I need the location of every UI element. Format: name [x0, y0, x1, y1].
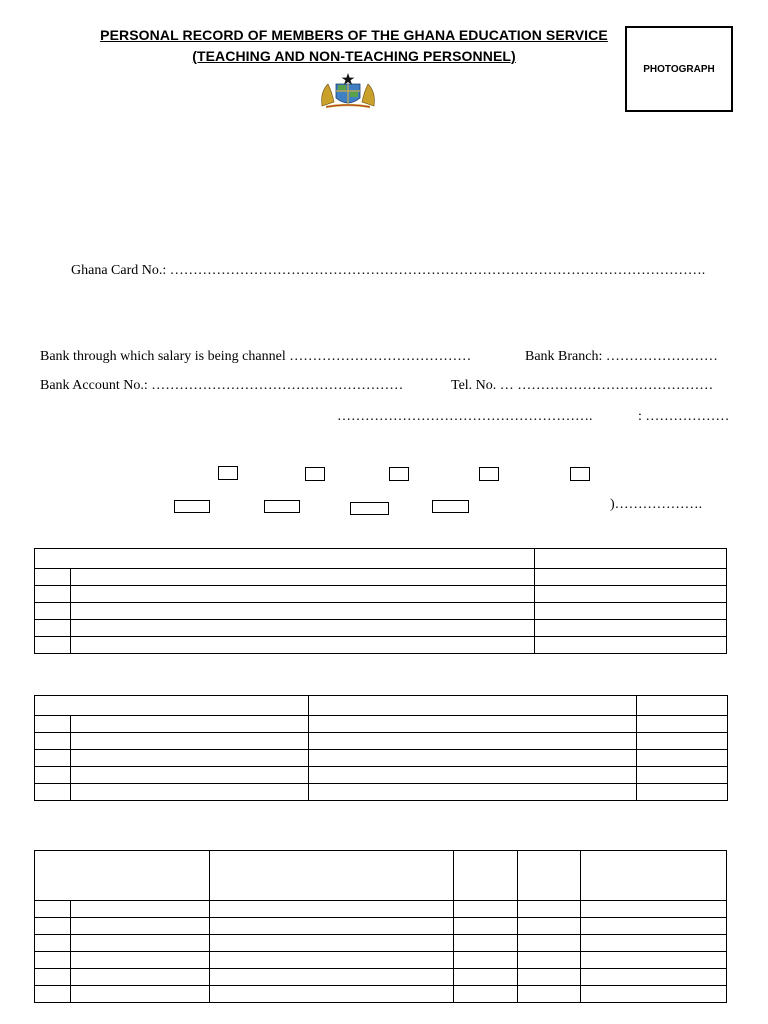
table-cell[interactable]	[454, 952, 518, 969]
table-cell[interactable]	[71, 620, 535, 637]
table-cell[interactable]	[210, 952, 454, 969]
table-row	[35, 969, 727, 986]
table-cell[interactable]	[210, 986, 454, 1003]
table-1-header-row	[35, 549, 727, 569]
ghana-card-field[interactable]: …………………………………………………………………………………………………….	[169, 263, 706, 278]
table-row	[35, 986, 727, 1003]
checkbox-5[interactable]	[570, 467, 590, 481]
table-cell[interactable]	[35, 935, 71, 952]
table-cell[interactable]	[35, 918, 71, 935]
coat-of-arms-emblem	[318, 72, 378, 110]
table-cell[interactable]	[35, 637, 71, 654]
table-cell[interactable]	[210, 918, 454, 935]
table-cell[interactable]	[71, 784, 309, 801]
extra-field-2-colon: :	[638, 409, 642, 424]
table-cell[interactable]	[35, 986, 71, 1003]
table-2-header-cell	[637, 696, 728, 716]
table-row	[35, 637, 727, 654]
ghana-card-row	[71, 263, 705, 279]
bank-row	[40, 349, 471, 365]
table-cell[interactable]	[71, 750, 309, 767]
bank-label: Bank through which salary is being channel	[40, 349, 286, 364]
table-1-header-cell	[535, 549, 727, 569]
tel-label: Tel. No.	[451, 378, 497, 393]
table-cell[interactable]	[71, 986, 210, 1003]
table-cell[interactable]	[35, 620, 71, 637]
table-1	[34, 548, 727, 654]
table-3-header-row	[35, 851, 727, 901]
table-cell[interactable]	[454, 986, 518, 1003]
extra-field-2-row	[638, 409, 729, 425]
table-cell[interactable]	[71, 767, 309, 784]
photograph-box[interactable]	[625, 26, 733, 112]
table-2	[34, 695, 728, 801]
table-cell[interactable]	[581, 986, 727, 1003]
table-3-header-cell	[454, 851, 518, 901]
photograph-label: PHOTOGRAPH	[643, 63, 715, 75]
table-row	[35, 750, 728, 767]
table-row	[35, 569, 727, 586]
bank-field[interactable]: …………………………………	[289, 349, 472, 364]
table-cell[interactable]	[35, 952, 71, 969]
table-cell[interactable]	[210, 935, 454, 952]
checkbox-9[interactable]	[432, 500, 469, 513]
table-row	[35, 935, 727, 952]
table-cell[interactable]	[35, 969, 71, 986]
table-cell[interactable]	[518, 935, 581, 952]
table-row	[35, 918, 727, 935]
table-cell[interactable]	[71, 603, 535, 620]
ghana-card-label: Ghana Card No.:	[71, 263, 167, 278]
table-cell[interactable]	[71, 637, 535, 654]
table-3-header-cell	[35, 851, 210, 901]
checkbox-4[interactable]	[479, 467, 499, 481]
extra-field-2[interactable]: ………………	[645, 409, 730, 424]
checkbox-6[interactable]	[174, 500, 210, 513]
table-cell[interactable]	[71, 901, 210, 918]
table-cell[interactable]	[35, 603, 71, 620]
table-cell[interactable]	[581, 918, 727, 935]
table-3-header-cell	[518, 851, 581, 901]
table-cell[interactable]	[535, 603, 727, 620]
table-cell[interactable]	[518, 969, 581, 986]
table-1-header-cell	[35, 549, 535, 569]
table-cell[interactable]	[309, 716, 637, 733]
checkbox-7[interactable]	[264, 500, 300, 513]
table-cell[interactable]	[71, 969, 210, 986]
table-cell[interactable]	[210, 901, 454, 918]
table-row	[35, 952, 727, 969]
table-cell[interactable]	[535, 586, 727, 603]
checkbox-1[interactable]	[218, 466, 238, 480]
checkbox-3[interactable]	[389, 467, 409, 481]
account-label: Bank Account No.:	[40, 378, 148, 393]
table-cell[interactable]	[518, 918, 581, 935]
table-cell[interactable]	[35, 569, 71, 586]
table-row	[35, 716, 728, 733]
table-cell[interactable]	[581, 969, 727, 986]
table-cell[interactable]	[71, 918, 210, 935]
table-cell[interactable]	[535, 569, 727, 586]
table-cell[interactable]	[454, 969, 518, 986]
table-cell[interactable]	[535, 637, 727, 654]
table-row	[35, 620, 727, 637]
table-cell[interactable]	[71, 733, 309, 750]
table-cell[interactable]	[581, 935, 727, 952]
table-cell[interactable]	[71, 586, 535, 603]
table-row	[35, 586, 727, 603]
form-title-line2: (TEACHING AND NON-TEACHING PERSONNEL)	[192, 48, 516, 64]
table-cell[interactable]	[71, 952, 210, 969]
checkbox-2[interactable]	[305, 467, 325, 481]
table-row	[35, 767, 728, 784]
other-specify-field[interactable]: )……………….	[610, 497, 703, 512]
table-cell[interactable]	[581, 901, 727, 918]
table-cell[interactable]	[35, 733, 71, 750]
table-cell[interactable]	[518, 986, 581, 1003]
table-cell[interactable]	[71, 716, 309, 733]
tel-row	[451, 378, 713, 394]
table-cell[interactable]	[210, 969, 454, 986]
bank-branch-row	[525, 349, 718, 365]
checkbox-8[interactable]	[350, 502, 389, 515]
account-field[interactable]: ………………………………………………	[151, 378, 404, 393]
table-cell[interactable]	[71, 935, 210, 952]
table-cell[interactable]	[454, 935, 518, 952]
bank-branch-field[interactable]: ……………………	[605, 349, 718, 364]
table-cell[interactable]	[309, 750, 637, 767]
table-3-header-cell	[581, 851, 727, 901]
tel-field[interactable]: … ……………………………………	[499, 378, 714, 393]
table-cell[interactable]	[35, 784, 71, 801]
table-cell[interactable]	[309, 767, 637, 784]
table-cell[interactable]	[518, 952, 581, 969]
extra-field-1[interactable]: ……………………………………………….	[337, 409, 593, 424]
account-row	[40, 378, 403, 394]
table-cell[interactable]	[35, 901, 71, 918]
table-cell[interactable]	[35, 716, 71, 733]
table-3	[34, 850, 727, 1003]
table-cell[interactable]	[71, 569, 535, 586]
table-cell[interactable]	[637, 750, 728, 767]
bank-branch-label: Bank Branch:	[525, 349, 603, 364]
table-3-header-cell	[210, 851, 454, 901]
table-cell[interactable]	[518, 901, 581, 918]
table-cell[interactable]	[535, 620, 727, 637]
table-cell[interactable]	[309, 784, 637, 801]
table-2-header-row	[35, 696, 728, 716]
table-cell[interactable]	[637, 716, 728, 733]
table-cell[interactable]	[637, 767, 728, 784]
table-2-header-cell	[309, 696, 637, 716]
table-cell[interactable]	[309, 733, 637, 750]
table-cell[interactable]	[637, 733, 728, 750]
table-2-header-cell	[35, 696, 309, 716]
table-cell[interactable]	[454, 901, 518, 918]
table-row	[35, 603, 727, 620]
form-title-line1: PERSONAL RECORD OF MEMBERS OF THE GHANA EDUCATION SERVICE	[100, 27, 608, 43]
table-cell[interactable]	[35, 767, 71, 784]
table-cell[interactable]	[35, 586, 71, 603]
table-cell[interactable]	[35, 750, 71, 767]
table-cell[interactable]	[454, 918, 518, 935]
table-row	[35, 901, 727, 918]
table-cell[interactable]	[581, 952, 727, 969]
table-row	[35, 784, 728, 801]
table-cell[interactable]	[637, 784, 728, 801]
table-row	[35, 733, 728, 750]
